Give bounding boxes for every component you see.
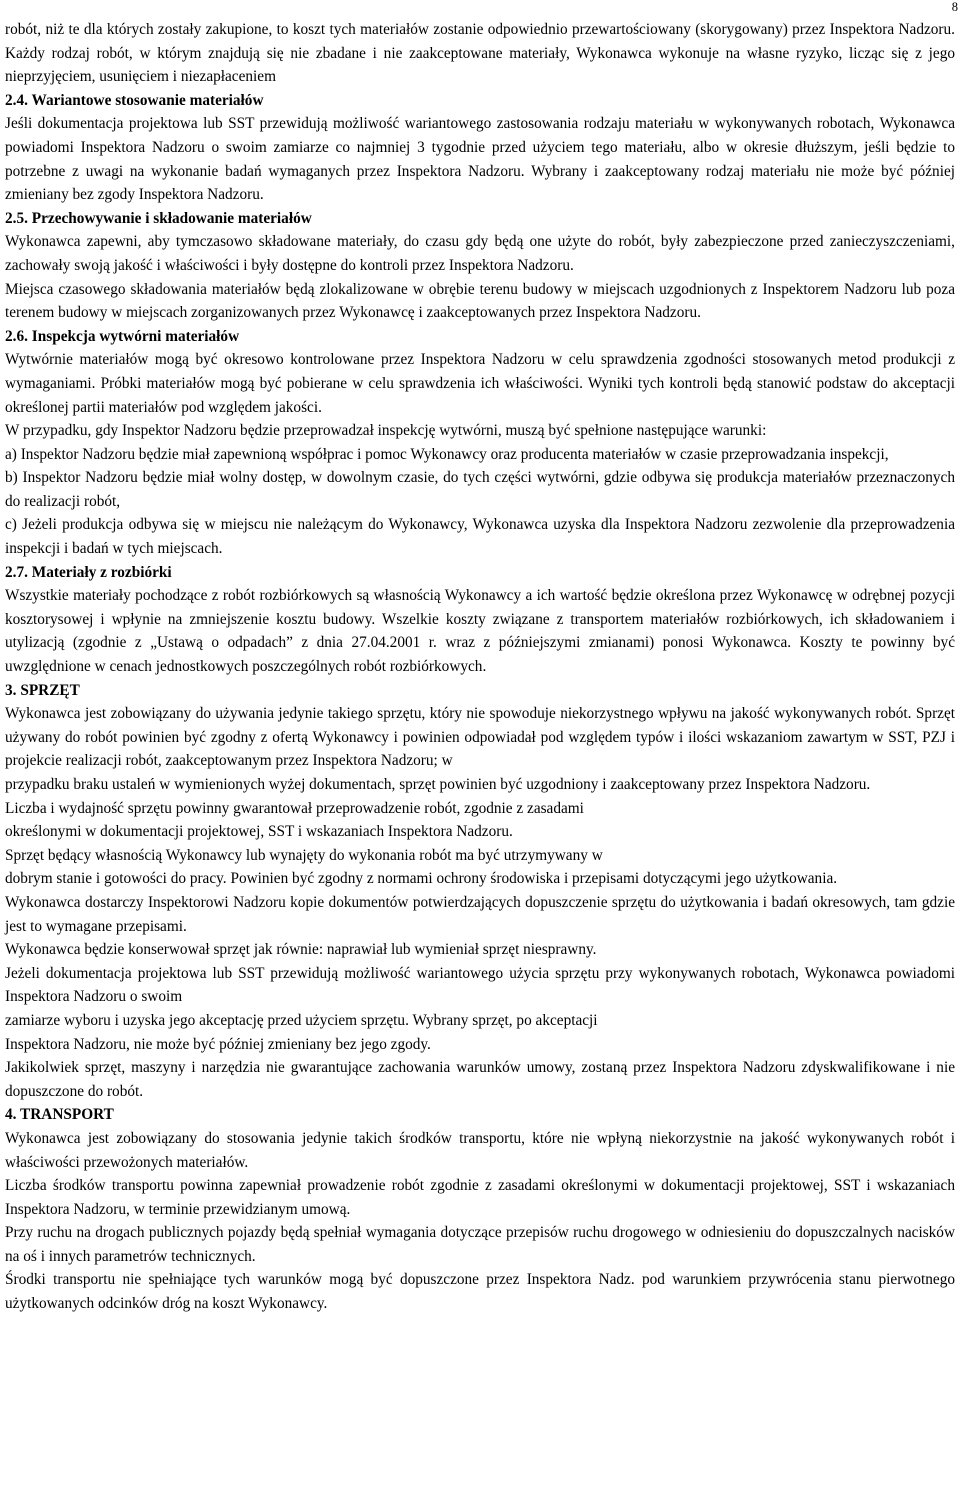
paragraph: przypadku braku ustaleń w wymienionych wyżej dokumentach, sprzęt powinien być uzgodniony i zaakceptowany przez Inspektora Nadzoru. — [5, 776, 871, 793]
document-body — [5, 18, 955, 1316]
paragraph: zamiarze wyboru i uzyska jego akceptację przed użyciem sprzętu. Wybrany sprzęt, po akceptacji — [5, 1011, 598, 1029]
paragraph: Miejsca czasowego składowania materiałów będą zlokalizowane w obrębie terenu budowy w miejscach uzgodnionych z Inspektorem Nadzoru lub poza terenem budowy w miejscach zorganizowanych przez Wykonawcę i zaakceptowanych przez Inspektora Nadzoru. — [5, 280, 955, 322]
paragraph: Liczba środków transportu powinna zapewniał prowadzenie robót zgodnie z zasadami określonymi w dokumentacji projektowej, SST i wskazaniach Inspektora Nadzoru, w terminie przewidzianym umową. — [5, 1177, 955, 1218]
paragraph: Jakikolwiek sprzęt, maszyny i narzędzia nie gwarantujące zachowania warunków umowy, zostaną przez Inspektora Nadzoru zdyskwalifikowane i nie dopuszczone do robót. — [5, 1059, 955, 1100]
section-title: SPRZĘT — [20, 681, 80, 699]
paragraph: Wykonawca jest zobowiązany do stosowania jedynie takich środków transportu, które nie wpłyną niekorzystnie na jakość wykonywanych robót i właściwości przewożonych materiałów. — [5, 1129, 955, 1171]
paragraph: Wykonawca dostarczy Inspektorowi Nadzoru kopie dokumentów potwierdzających dopuszczenie sprzętu do użytkowania i badań okresowych, tam gdzie jest to wymagane przepisami. — [5, 893, 955, 935]
paragraph: Liczba i wydajność sprzętu powinny gwarantował przeprowadzenie robót, zgodnie z zasadami — [5, 799, 584, 817]
paragraph: Wykonawca zapewni, aby tymczasowo składowane materiały, do czasu gdy będą one użyte do robót, były zabezpieczone przed zanieczyszczeniami, zachowały swoją jakość i właściwości i były dostępne do kontroli przez Inspektora Nadzoru. — [5, 233, 955, 274]
section-title: Inspekcja wytwórni materiałów — [31, 327, 240, 345]
section-title: Przechowywanie i składowanie materiałów — [31, 209, 312, 227]
paragraph: robót, niż te dla których zostały zakupione, to koszt tych materiałów zostanie odpowiednio przewartościowany (skorygowany) przez Inspektora Nadzoru. Każdy rodzaj robót, w którym znajdują się nie zbadane i nie zaakceptowane materiały, Wykonawca wykonuje na własne ryzyko, licząc się z jego nieprzyjęciem, usunięciem i niezapłaceniem — [5, 21, 955, 86]
section-title: Materiały z rozbiórki — [31, 563, 172, 581]
paragraph: Wszystkie materiały pochodzące z robót rozbiórkowych są własnością Wykonawcy a ich wartość będzie określona przez Wykonawcę w odrębnej pozycji kosztorysowej i wpłynie na zmniejszenie kosztu budowy. Wszelkie koszty związane z transportem materiałów rozbiórkowych, ich składowaniem i utylizacją (zgodnie z „Ustawą o odpadach” z dnia 27.04.2001 r. wraz z późniejszymi zmianami) ponosi Wykonawca. Koszty te powinny być uwzględnione w cenach jednostkowych poszczególnych robót rozbiórkowych. — [5, 587, 955, 676]
paragraph: Środki transportu nie spełniające tych warunków mogą być dopuszczone przez Inspektora Nadz. pod warunkiem przywrócenia stanu pierwotnego użytkowanych odcinków dróg na koszt Wykonawcy. — [5, 1271, 955, 1313]
section-number: 2.5. — [5, 209, 28, 227]
section-heading — [5, 325, 955, 349]
section-title: TRANSPORT — [20, 1106, 114, 1124]
section-number: 3. — [5, 681, 17, 699]
paragraph: b) Inspektor Nadzoru będzie miał wolny dostęp, w dowolnym czasie, do tych części wytwórni, gdzie odbywa się produkcja materiałów przeznaczonych do realizacji robót, — [5, 469, 955, 510]
section-number: 2.4. — [5, 91, 28, 109]
page-number: 8 — [951, 0, 958, 14]
paragraph: a) Inspektor Nadzoru będzie miał zapewnioną współprac i pomoc Wykonawcy oraz producenta materiałów w czasie przeprowadzania inspekcji, — [5, 445, 889, 463]
paragraph: Wykonawca jest zobowiązany do używania jedynie takiego sprzętu, który nie spowoduje niekorzystnego wpływu na jakość wykonywanych robót. Sprzęt używany do robót powinien być zgodny z ofertą Wykonawcy i powinien odpowiadał pod względem typów i ilości wskazaniom zawartym w SST, PZJ i projekcie realizacji robót, zaakceptowanym przez Inspektora Nadzoru; w — [5, 705, 955, 770]
paragraph: W przypadku, gdy Inspektor Nadzoru będzie przeprowadzał inspekcję wytwórni, muszą być spełnione następujące warunki: — [5, 422, 767, 440]
paragraph: Wykonawca będzie konserwował sprzęt jak równie: naprawiał lub wymieniał sprzęt niesprawny. — [5, 941, 597, 959]
section-heading — [5, 679, 955, 703]
section-number: 2.6. — [5, 327, 28, 345]
section-number: 2.7. — [5, 563, 28, 581]
paragraph: Sprzęt będący własnością Wykonawcy lub wynajęty do wykonania robót ma być utrzymywany w — [5, 846, 603, 864]
paragraph: c) Jeżeli produkcja odbywa się w miejscu nie należącym do Wykonawcy, Wykonawca uzyska dla Inspektora Nadzoru zezwolenie dla przeprowadzenia inspekcji i badań w tych miejscach. — [5, 516, 955, 558]
paragraph: Inspektora Nadzoru, nie może być później zmieniany bez jego zgody. — [5, 1035, 431, 1053]
section-heading — [5, 207, 955, 231]
section-heading — [5, 1103, 955, 1127]
paragraph: Jeżeli dokumentacja projektowa lub SST przewidują możliwość wariantowego użycia sprzętu przy wykonywanych robotach, Wykonawca powiadomi Inspektora Nadzoru o swoim — [5, 964, 955, 1006]
paragraph: określonymi w dokumentacji projektowej, SST i wskazaniach Inspektora Nadzoru. — [5, 823, 513, 841]
paragraph: Wytwórnie materiałów mogą być okresowo kontrolowane przez Inspektora Nadzoru w celu sprawdzenia zgodności stosowanych metod produkcji z wymaganiami. Próbki materiałów mogą być pobierane w celu sprawdzenia ich właściwości. Wyniki tych kontroli będą stanowić podstaw do akceptacji określonej partii materiałów pod względem jakości. — [5, 351, 955, 416]
section-heading — [5, 561, 955, 585]
section-heading — [5, 89, 955, 113]
paragraph: dobrym stanie i gotowości do pracy. Powinien być zgodny z normami ochrony środowiska i przepisami dotyczącymi jego użytkowania. — [5, 870, 838, 888]
paragraph: Jeśli dokumentacja projektowa lub SST przewidują możliwość wariantowego zastosowania rodzaju materiału w wykonywanych robotach, Wykonawca powiadomi Inspektora Nadzoru o swoim zamiarze co najmniej 3 tygodnie przed użyciem tego materiału, albo w okresie dłuższym, jeśli będzie to potrzebne z uwagi na wykonanie badań wymaganych przez Inspektora Nadzoru. Wybrany i zaakceptowany rodzaj materiału nie może być później zmieniany bez zgody Inspektora Nadzoru. — [5, 115, 955, 204]
paragraph: Przy ruchu na drogach publicznych pojazdy będą spełniał wymagania dotyczące przepisów ruchu drogowego w odniesieniu do dopuszczalnych nacisków na oś i innych parametrów technicznych. — [5, 1224, 955, 1265]
section-number: 4. — [5, 1106, 17, 1124]
section-title: Wariantowe stosowanie materiałów — [31, 91, 264, 109]
